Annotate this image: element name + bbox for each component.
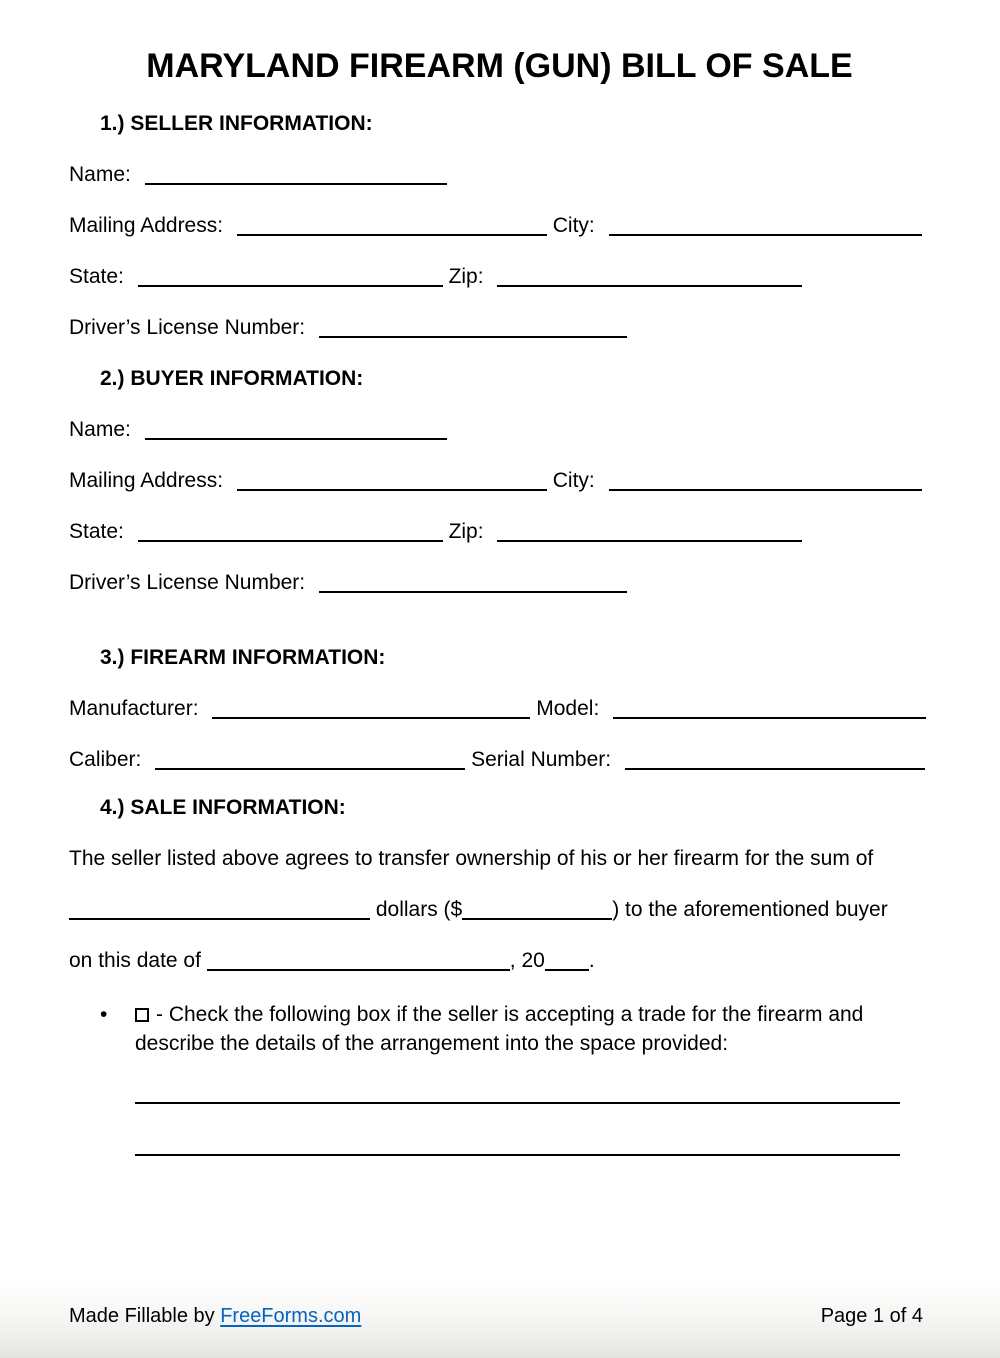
trade-details-line-2-input[interactable]: [135, 1154, 900, 1156]
sale-period-label: .: [588, 949, 595, 972]
firearm-caliber-input[interactable]: [155, 754, 465, 770]
sale-amount-words-input[interactable]: [69, 904, 370, 920]
trade-clause-text: - Check the following box if the seller is accepting a trade for the firearm and describe the details of the arrangement into the space provided:: [135, 1003, 864, 1055]
footer-text-row: [69, 1304, 923, 1328]
trade-checkbox[interactable]: [135, 1008, 149, 1022]
sale-buyer-clause-label: ) to the aforementioned buyer: [612, 898, 888, 921]
buyer-drivers-license-label: Driver’s License Number:: [69, 571, 306, 594]
buyer-zip-label: Zip:: [448, 520, 484, 543]
seller-drivers-license-input[interactable]: [319, 322, 627, 338]
buyer-section-heading: 2.) BUYER INFORMATION:: [100, 367, 364, 390]
sale-date-input[interactable]: [207, 955, 510, 971]
sale-paragraph-line-3: [69, 948, 930, 974]
sale-year-input[interactable]: [545, 955, 589, 971]
firearm-manufacturer-input[interactable]: [212, 703, 530, 719]
buyer-zip-input[interactable]: [497, 526, 802, 542]
firearm-caliber-label: Caliber:: [69, 748, 142, 771]
page-footer: [0, 1282, 1000, 1358]
firearm-serial-number-label: Serial Number:: [471, 748, 612, 771]
seller-zip-input[interactable]: [497, 271, 802, 287]
buyer-name-row: [69, 417, 930, 443]
trade-clause-row: [100, 1000, 930, 1058]
trade-details-line-1-input[interactable]: [135, 1102, 900, 1104]
buyer-name-input[interactable]: [145, 424, 447, 440]
freeforms-link[interactable]: FreeForms.com: [220, 1305, 362, 1327]
buyer-city-label: City:: [552, 469, 595, 492]
firearm-model-input[interactable]: [613, 703, 926, 719]
bullet-marker: •: [100, 1003, 108, 1026]
trade-clause-text-block: [135, 1000, 919, 1058]
page-title: MARYLAND FIREARM (GUN) BILL OF SALE: [146, 47, 853, 85]
seller-name-label: Name:: [69, 163, 131, 186]
buyer-address-row: [69, 468, 930, 494]
firearm-serial-number-input[interactable]: [625, 754, 925, 770]
firearm-make-model-row: [69, 696, 930, 722]
seller-license-row: [69, 315, 930, 341]
buyer-name-label: Name:: [69, 418, 131, 441]
buyer-state-zip-row: [69, 519, 930, 545]
sale-section-heading: 4.) SALE INFORMATION:: [100, 796, 346, 819]
seller-mailing-address-input[interactable]: [237, 220, 547, 236]
seller-state-zip-row: [69, 264, 930, 290]
seller-name-row: [69, 162, 930, 188]
sale-paragraph-line-1: [69, 846, 930, 872]
footer-left: [69, 1304, 361, 1328]
sale-paragraph-text-1: The seller listed above agrees to transfer ownership of his or her firearm for the sum of: [69, 847, 874, 870]
sale-date-label: on this date of: [69, 949, 201, 972]
sale-dollars-label: dollars ($: [375, 898, 463, 921]
seller-state-label: State:: [69, 265, 124, 288]
firearm-model-label: Model:: [536, 697, 600, 720]
seller-zip-label: Zip:: [448, 265, 484, 288]
seller-address-row: [69, 213, 930, 239]
buyer-drivers-license-input[interactable]: [319, 577, 627, 593]
seller-state-input[interactable]: [138, 271, 443, 287]
sale-paragraph-line-2: [69, 897, 930, 923]
seller-city-label: City:: [552, 214, 595, 237]
buyer-state-input[interactable]: [138, 526, 443, 542]
firearm-section-heading: 3.) FIREARM INFORMATION:: [100, 646, 386, 669]
seller-name-input[interactable]: [145, 169, 447, 185]
sale-year-prefix-label: , 20: [509, 949, 545, 972]
buyer-mailing-address-input[interactable]: [237, 475, 547, 491]
buyer-city-input[interactable]: [609, 475, 922, 491]
buyer-license-row: [69, 570, 930, 596]
seller-section-heading: 1.) SELLER INFORMATION:: [100, 112, 373, 135]
firearm-caliber-serial-row: [69, 747, 930, 773]
page-indicator: Page 1 of 4: [820, 1305, 923, 1327]
seller-drivers-license-label: Driver’s License Number:: [69, 316, 306, 339]
seller-mailing-address-label: Mailing Address:: [69, 214, 224, 237]
seller-city-input[interactable]: [609, 220, 922, 236]
buyer-mailing-address-label: Mailing Address:: [69, 469, 224, 492]
sale-amount-number-input[interactable]: [462, 904, 612, 920]
buyer-state-label: State:: [69, 520, 124, 543]
firearm-manufacturer-label: Manufacturer:: [69, 697, 199, 720]
made-fillable-text: Made Fillable by: [69, 1305, 215, 1327]
